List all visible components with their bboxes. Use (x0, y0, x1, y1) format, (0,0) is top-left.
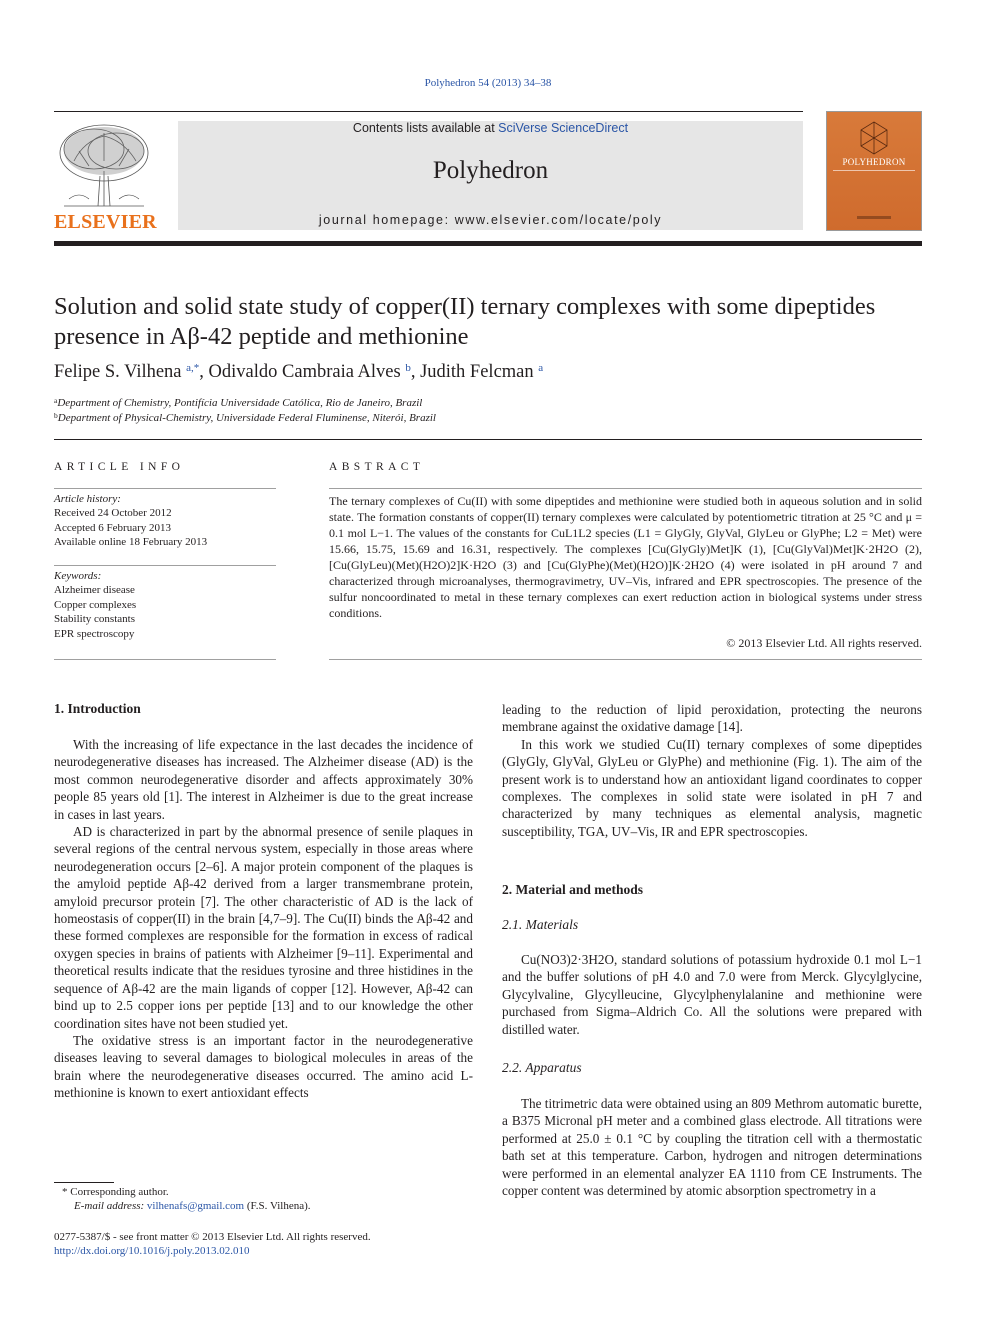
left-column (54, 736, 473, 1102)
apparatus-heading: 2.2. Apparatus (502, 1060, 582, 1075)
apparatus-section (502, 1095, 922, 1199)
history-online: Available online 18 February 2013 (54, 536, 208, 549)
email-note (74, 1200, 311, 1212)
affiliation-text: Department of Chemistry, Pontifícia Universidade Católica, Rio de Janeiro, Brazil (57, 397, 423, 409)
introduction-heading: 1. Introduction (54, 701, 141, 716)
materials-paragraph: Cu(NO3)2·3H2O, standard solutions of potassium hydroxide 0.1 mol L−1 and the buffer solutions of pH 4.0 and 7.0 were from Merck. Glycylglycine, Glycylvaline, Glycylleucine, Glycylphenylalanine and methionine were purchased from Sigma–Aldrich Co. All the solutions were prepared with distilled water. (502, 952, 922, 1037)
history-received: Received 24 October 2012 (54, 507, 172, 520)
elsevier-wordmark: ELSEVIER (54, 211, 157, 233)
contents-line (178, 121, 803, 135)
article-info-end-divider (54, 659, 276, 660)
abstract-copyright: © 2013 Elsevier Ltd. All rights reserved. (726, 636, 922, 650)
author-list (54, 362, 543, 383)
materials-section (502, 951, 922, 1038)
author-name: Judith Felcman (420, 362, 534, 382)
article-title: Solution and solid state study of copper(II) ternary complexes with some dipeptides presence in Aβ-42 peptide and methionine (54, 293, 876, 350)
keyword: Alzheimer disease (54, 584, 135, 597)
journal-reference-link[interactable]: Polyhedron 54 (2013) 34–38 (424, 77, 552, 89)
author-name: Odivaldo Cambraia Alves (208, 362, 401, 382)
intro-paragraph: In this work we studied Cu(II) ternary complexes of some dipeptides (GlyGly, GlyVal, GlyLeu or GlyPhe) and methionine (Fig. 1). The aim of the present work is to understand how an antioxidant ligand coordinates to copper complexes. The complexes in solid state were isolated in pH 7 and characterized by many techniques as elemental analysis, magnetic susceptibility, TGA, UV–Vis, IR and EPR spectroscopies. (502, 736, 922, 839)
affiliation-marker: a (54, 396, 58, 405)
intro-paragraph: leading to the reduction of lipid peroxidation, protecting the neurons membrane against the oxidative damage [14]. (502, 702, 922, 735)
affiliation-marker: b (54, 411, 58, 420)
header-thick-divider (54, 241, 922, 246)
intro-paragraph: The oxidative stress is an important factor in the neurodegenerative diseases leaving to several damages to biological molecules in areas of the brain where the neurodegenerative diseases occurred. The amino acid L-methionine is known to exert antioxidant effects (54, 1032, 473, 1101)
footnote-divider (54, 1182, 114, 1183)
right-column (502, 701, 922, 840)
contents-prefix: Contents lists available at (352, 121, 499, 135)
author-affiliation-marker[interactable]: b (405, 362, 411, 374)
journal-homepage[interactable]: journal homepage: www.elsevier.com/locate/poly (318, 213, 663, 227)
doi-link[interactable]: http://dx.doi.org/10.1016/j.poly.2013.02.010 (54, 1245, 250, 1257)
apparatus-paragraph: The titrimetric data were obtained using an 809 Methrom automatic burette, a B375 Micronal pH meter and a combined glass electrode. All titrations were performed at 25.0 ± 0.1 °C by coupling the titration cell with a thermostatic bath set at this temperature. Carbon, hydrogen and nitrogen determinations were performed in an elemental analyzer EA 1110 from CE Instruments. The copper content was determined by atomic absorption spectrometry in a (502, 1096, 922, 1199)
intro-paragraph: With the increasing of life expectance in the last decades the incidence of neurodegenerative diseases has increased. The Alzheimer disease (AD) is the most common neurodegenerative disorder and affects approximately 30% people 85 years old [1]. The interest in Alzheimer is due to the great increase in cases in last years. (54, 737, 473, 822)
author-affiliation-marker[interactable]: a,* (186, 362, 200, 374)
abstract-text: The ternary complexes of Cu(II) with some dipeptides and methionine were studied both in aqueous solution and in solid state. The formation constants of copper(II) ternary complexes were calculated by potentiometric titration at 25 °C and μ = 0.1 mol L−1. The values of the constants for CuL1L2 species (L1 = GlyGly, GlyVal, GlyLeu or GlyPhe; L2 = Met) were 15.66, 15.75, 15.69 and 16.31, respectively. The complexes [Cu(GlyGly)Met]K (1), [Cu(GlyVal)Met]K·2H2O (2), [Cu(GlyLeu)(Met)(H2O)2]K·H2O (3) and [Cu(GlyPhe)(Met)(H2O)]K·2H2O (4) were isolated in pH around 7 and characterized through microanalyses, thermogravimetry, UV–Vis, infrared and EPR spectroscopies. The presence of the sulfur noncoordinated to metal in these ternary complexes can exert reduction action in biological systems under stress conditions. (329, 494, 922, 620)
abstract-end-divider (329, 659, 922, 660)
keyword: Copper complexes (54, 598, 137, 611)
keywords (54, 569, 136, 641)
article-info-heading: ARTICLE INFO (54, 461, 185, 473)
article-info-divider (54, 488, 276, 489)
keyword: EPR spectroscopy (54, 627, 135, 640)
affiliation-text: Department of Physical-Chemistry, Universidade Federal Fluminense, Niterói, Brazil (57, 412, 436, 424)
abstract-heading: ABSTRACT (329, 461, 425, 473)
journal-cover-image (826, 111, 922, 231)
materials-heading: 2.1. Materials (502, 917, 579, 932)
corresponding-author-note: * Corresponding author. (62, 1186, 169, 1198)
email-label: E-mail address: (74, 1200, 145, 1212)
author-affiliation-marker[interactable]: a (538, 362, 544, 374)
email-link[interactable]: vilhenafs@gmail.com (146, 1200, 245, 1212)
affiliation-b (54, 411, 436, 424)
email-owner: (F.S. Vilhena). (246, 1200, 311, 1212)
sciencedirect-link[interactable]: SciVerse ScienceDirect (498, 121, 629, 135)
methods-heading: 2. Material and methods (502, 882, 643, 897)
affiliation-a (54, 396, 422, 409)
author-separator: , (410, 362, 421, 382)
history-label: Article history: (54, 493, 121, 505)
journal-name: Polyhedron (432, 157, 549, 184)
keyword: Stability constants (54, 613, 135, 626)
abstract-divider (329, 488, 922, 489)
author-name: Felipe S. Vilhena (54, 362, 182, 382)
top-divider (54, 111, 803, 112)
issn-line: 0277-5387/$ - see front matter © 2013 Elsevier Ltd. All rights reserved. (54, 1231, 371, 1243)
intro-paragraph: AD is characterized in part by the abnormal presence of senile plaques in several regions of the central nervous system, especially in those areas where neurodegeneration occurs [2–6]. A major protein component of the plaques is the amyloid peptide Aβ-42 derived from a larger transmembrane protein, amyloid precursor protein [7]. The other characteristic of AD is the lack of homeostasis of copper(II) in the brain [4,7–9]. The Cu(II) binds the Aβ-42 and these formed complexes are responsible for the formation in excess of radical oxygen species in brains of patients with Alzheimer [9–11]. Experimental and theoretical results indicate that the residues tyrosine and three histidines in the sequence of Aβ-42 are the main ligands of copper [12]. However, Aβ-42 can bind up to 2.5 copper ions per peptide [13] and to our knowledge the other coordination sites have not been studied yet. (54, 824, 473, 1031)
keywords-divider (54, 565, 276, 566)
author-separator: , (199, 362, 209, 382)
history-accepted: Accepted 6 February 2013 (54, 521, 171, 534)
affiliation-divider (54, 439, 922, 440)
article-history (54, 492, 207, 550)
keywords-label: Keywords: (54, 570, 102, 582)
cover-title: POLYHEDRON (842, 157, 906, 167)
